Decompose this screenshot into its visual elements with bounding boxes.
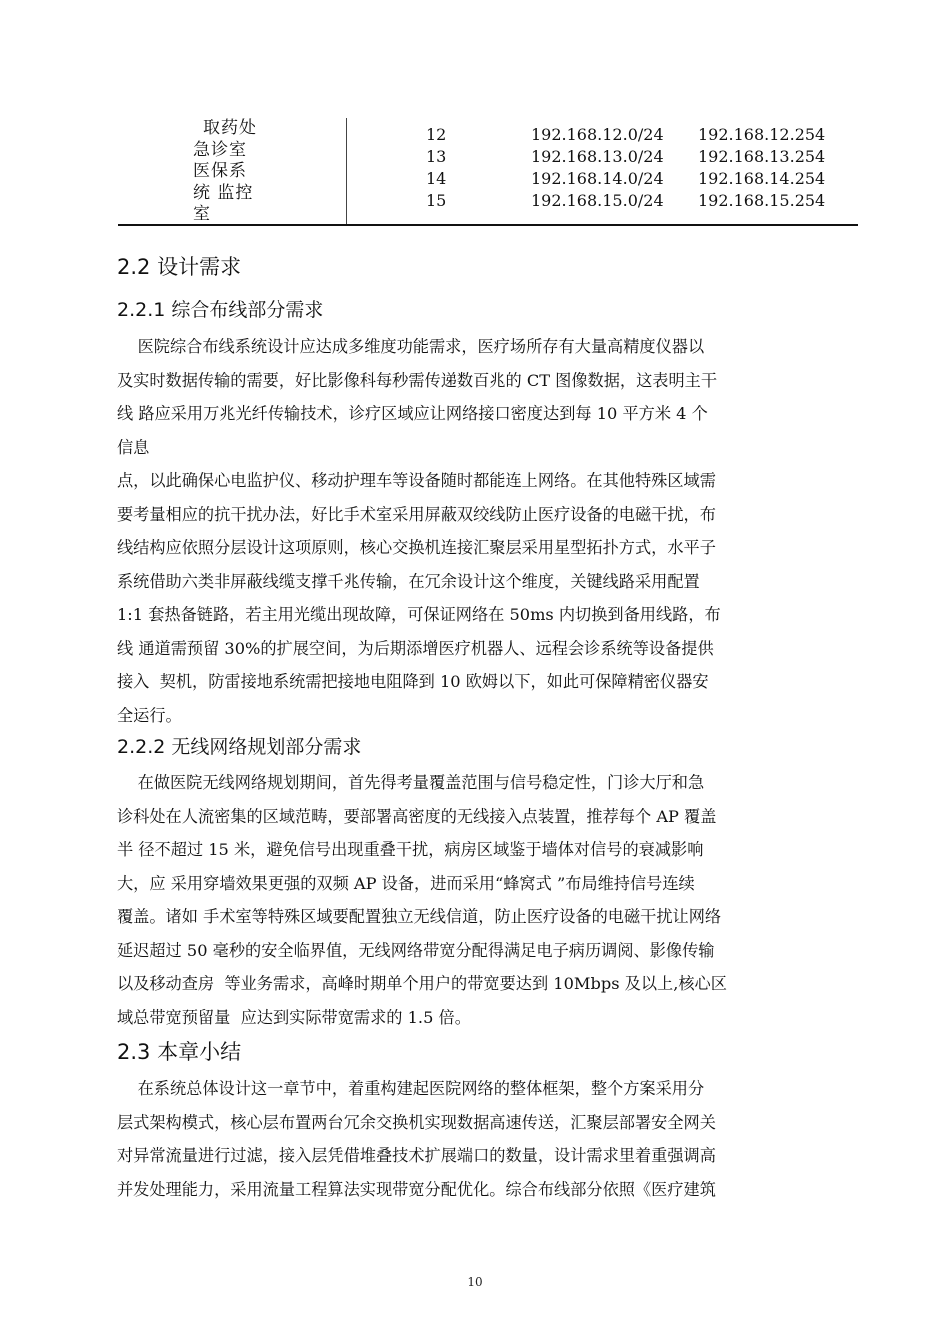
text-line: 医院综合布线系统设计应达成多维度功能需求，医疗场所存有大量高精度仪器以: [117, 337, 705, 356]
text-line: 系统借助六类非屏蔽线缆支撑千兆传输，在冗余设计这个维度，关键线路采用配置: [117, 571, 700, 591]
network-cell: 192.168.13.0/24: [531, 147, 664, 166]
network-cell: 192.168.15.0/24: [531, 191, 664, 210]
text-line: 在做医院无线网络规划期间，首先得考量覆盖范围与信号稳定性，门诊大厅和急: [117, 773, 705, 792]
text-line: 线结构应依照分层设计这项原则，核心交换机连接汇聚层采用星型拓扑方式，水平子: [117, 538, 716, 557]
text-line: 线 通道需预留 30%的扩展空间，为后期添增医疗机器人、远程会诊系统等设备提供: [117, 638, 714, 658]
network-table: [0, 0, 950, 230]
vlan-column: [426, 124, 446, 212]
network-column: [531, 124, 664, 212]
paragraph-wiring: [117, 330, 837, 732]
vlan-cell: 12: [426, 125, 447, 144]
vlan-cell: 15: [426, 191, 447, 210]
department-cell: 取药处: [203, 118, 257, 138]
text-line: 点，以此确保心电监护仪、移动护理车等设备随时都能连上网络。在其他特殊区域需: [117, 471, 716, 490]
gateway-cell: 192.168.13.254: [698, 147, 826, 166]
gateway-column: [698, 124, 825, 212]
table-divider: [346, 118, 347, 224]
text-line: 并发处理能力，采用流量工程算法实现带宽分配优化。综合布线部分依照《医疗建筑: [117, 1179, 716, 1199]
text-line: 大，应 采用穿墙效果更强的双频 AP 设备，进而采用“蜂窝式 ”布局维持信号连续: [117, 873, 695, 893]
text-line: 以及移动查房 等业务需求，高峰时期单个用户的带宽要达到 10Mbps 及以上,核心区: [117, 974, 727, 993]
text-line: 信息: [117, 437, 150, 457]
section-heading-2-2-2: 2.2.2 无线网络规划部分需求: [117, 736, 362, 758]
text-line: 延迟超过 50 毫秒的安全临界值，无线网络带宽分配得满足电子病历调阅、影像传输: [117, 940, 715, 960]
department-cell: 室: [193, 204, 211, 224]
text-line: 诊科处在人流密集的区域范畴，要部署高密度的无线接入点装置，推荐每个 AP 覆盖: [117, 806, 717, 826]
page-number: 10: [467, 1275, 483, 1289]
text-line: 半 径不超过 15 米，避免信号出现重叠干扰，病房区域鉴于墙体对信号的衰减影响: [117, 840, 704, 859]
text-line: 要考量相应的抗干扰办法，好比手术室采用屏蔽双绞线防止医疗设备的电磁干扰，布: [117, 504, 716, 524]
network-cell: 192.168.12.0/24: [531, 125, 664, 144]
text-line: 线 路应采用万兆光纤传输技术，诊疗区域应让网络接口密度达到每 10 平方米 4 个: [117, 404, 708, 423]
text-line: 1:1 套热备链路，若主用光缆出现故障，可保证网络在 50ms 内切换到备用线路，布: [117, 605, 721, 624]
section-heading-2-3: 2.3 本章小结: [117, 1040, 242, 1064]
table-bottom-rule: [118, 224, 858, 226]
vlan-cell: 14: [426, 169, 447, 188]
gateway-cell: 192.168.14.254: [698, 169, 826, 188]
text-line: 对异常流量进行过滤，接入层凭借堆叠技术扩展端口的数量，设计需求里着重强调高: [117, 1146, 716, 1165]
text-line: 接入 契机，防雷接地系统需把接地电阻降到 10 欧姆以下，如此可保障精密仪器安: [117, 672, 709, 691]
section-heading-2-2-1: 2.2.1 综合布线部分需求: [117, 299, 324, 321]
text-line: 在系统总体设计这一章节中，着重构建起医院网络的整体框架，整个方案采用分: [117, 1079, 705, 1098]
gateway-cell: 192.168.15.254: [698, 191, 826, 210]
text-line: 域总带宽预留量 应达到实际带宽需求的 1.5 倍。: [117, 1007, 471, 1027]
department-cell: 医保系: [193, 161, 247, 181]
text-line: 层式架构模式，核心层布置两台冗余交换机实现数据高速传送，汇聚层部署安全网关: [117, 1112, 716, 1132]
department-cell: 急诊室: [193, 139, 247, 160]
section-heading-2-2: 2.2 设计需求: [117, 255, 242, 279]
department-cell: 统 监控: [193, 182, 254, 203]
vlan-cell: 13: [426, 147, 447, 166]
text-line: 全运行。: [117, 705, 182, 725]
department-column: [193, 118, 273, 226]
network-cell: 192.168.14.0/24: [531, 169, 664, 188]
paragraph-summary: [117, 1072, 837, 1206]
gateway-cell: 192.168.12.254: [698, 125, 826, 144]
text-line: 覆盖。诸如 手术室等特殊区域要配置独立无线信道，防止医疗设备的电磁干扰让网络: [117, 907, 722, 926]
text-line: 及实时数据传输的需要，好比影像科每秒需传递数百兆的 CT 图像数据，这表明主干: [117, 370, 718, 390]
paragraph-wireless: [117, 766, 837, 1034]
